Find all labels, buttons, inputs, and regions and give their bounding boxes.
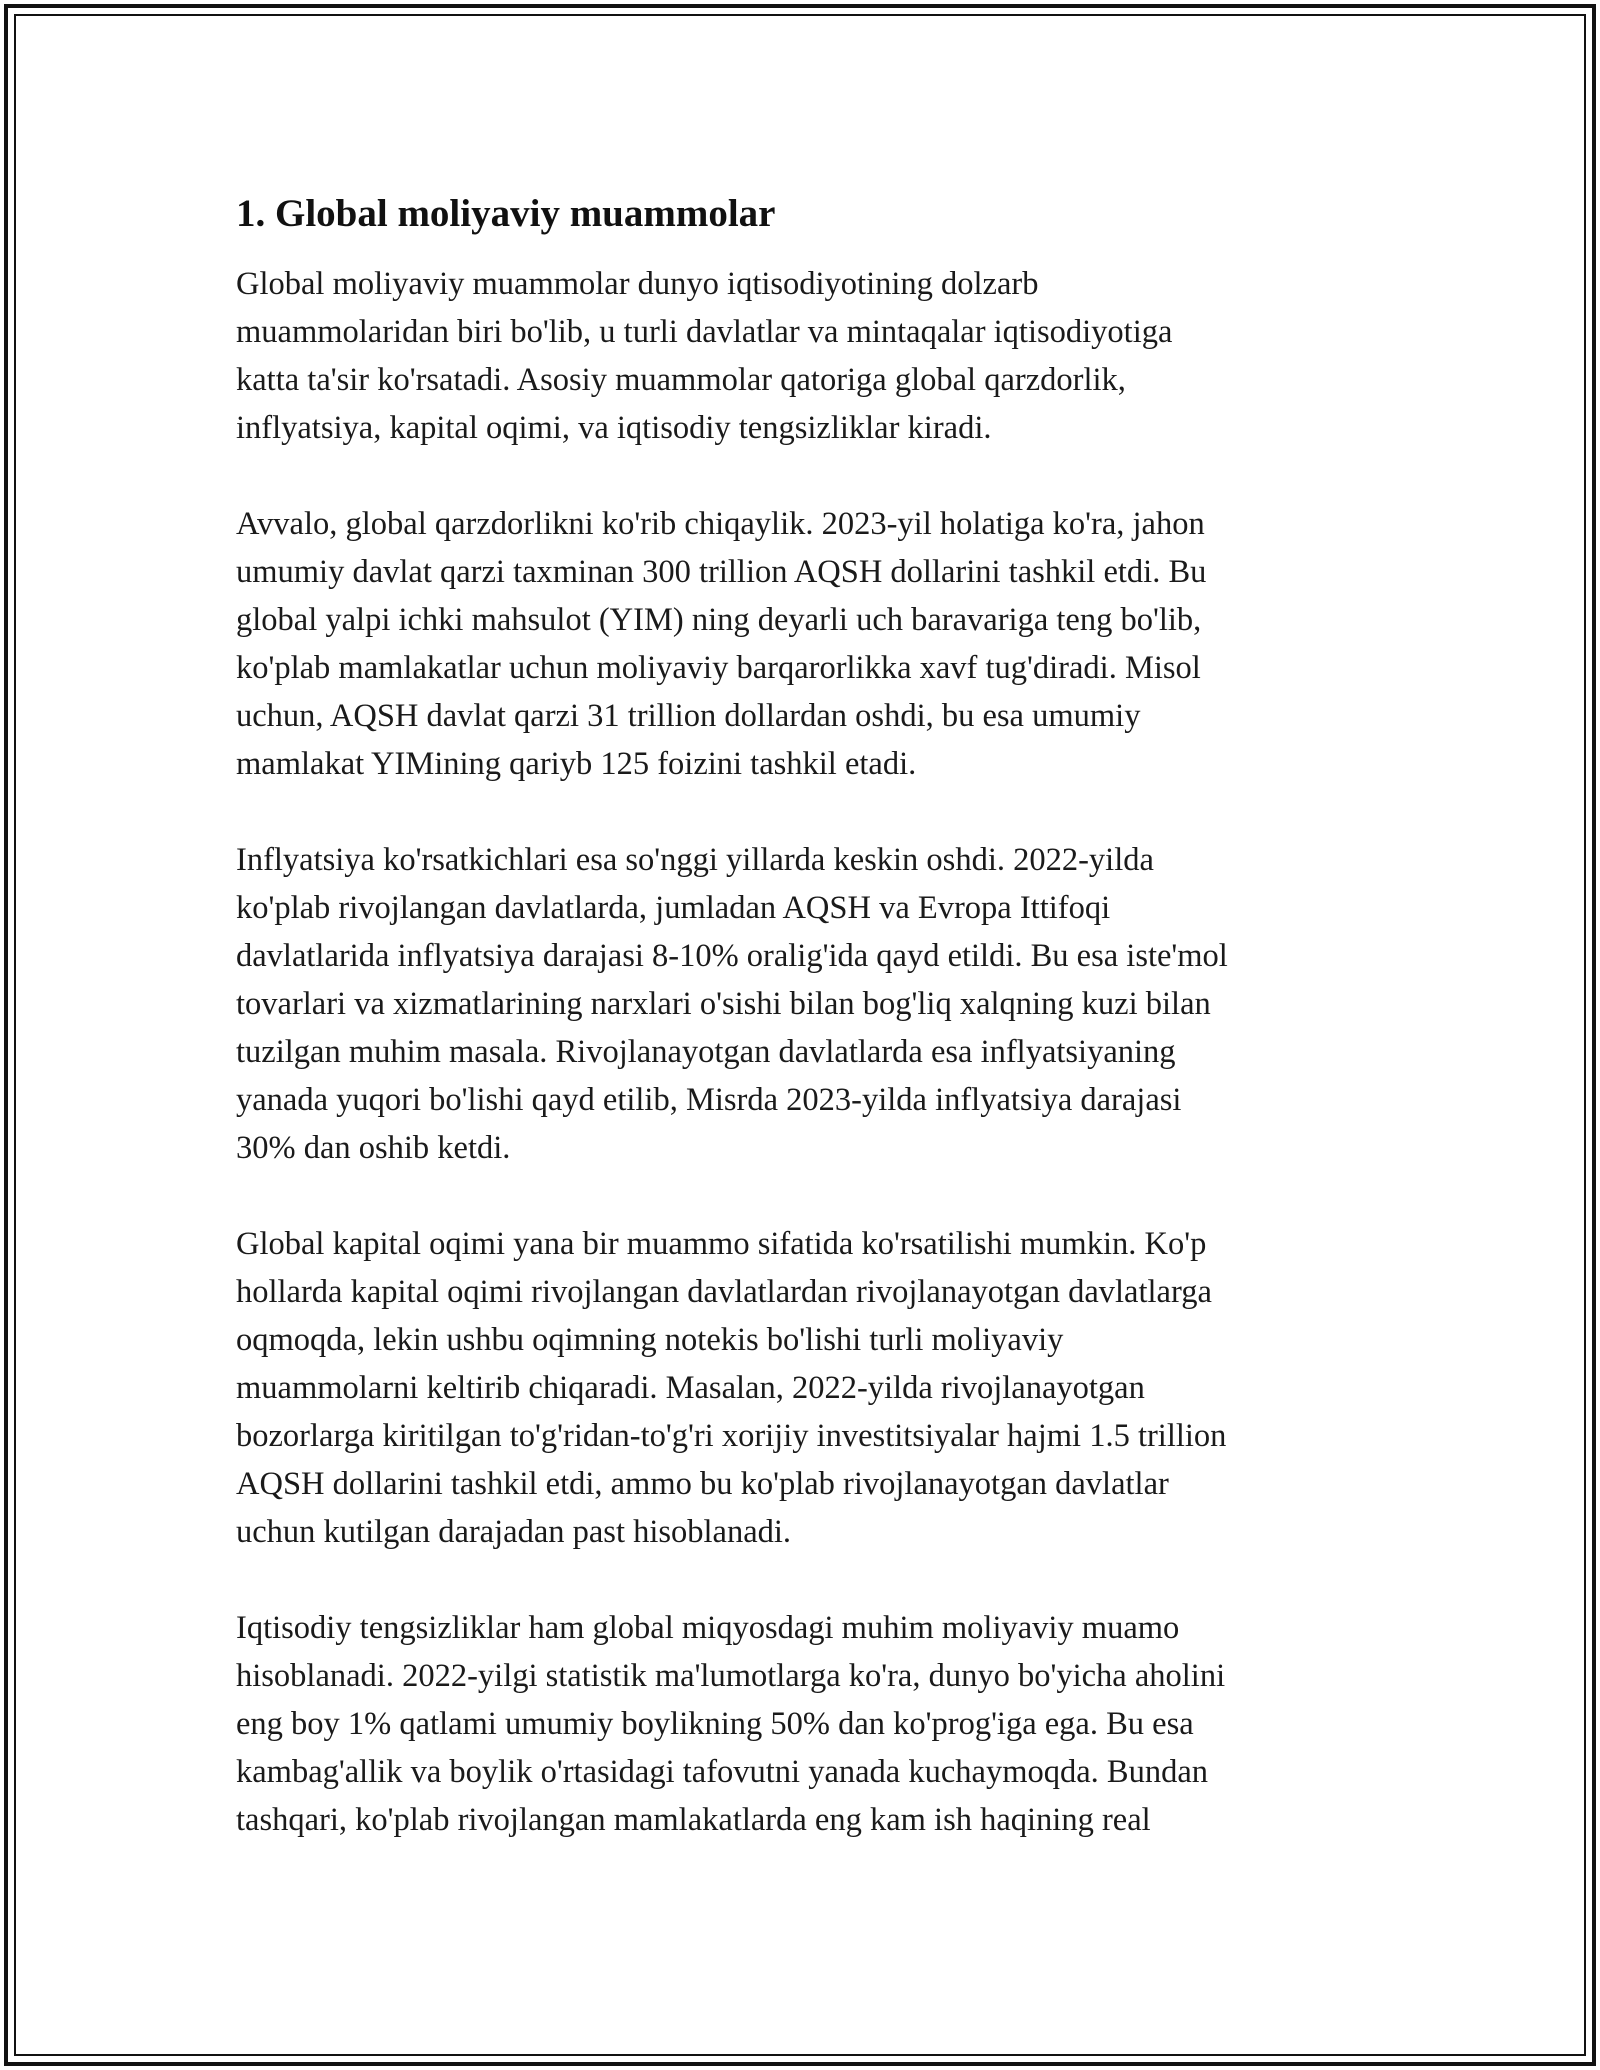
text-line: AQSH dollarini tashkil etdi, ammo bu ko'plab rivojlanayotgan davlatlar: [236, 1466, 1169, 1502]
text-line: umumiy davlat qarzi taxminan 300 trillion AQSH dollarini tashkil etdi. Bu: [236, 554, 1207, 590]
text-line: muammolaridan biri bo'lib, u turli davlatlar va mintaqalar iqtisodiyotiga: [236, 314, 1173, 350]
paragraph: [236, 836, 1366, 1172]
text-line: tovarlari va xizmatlarining narxlari o'sishi bilan bog'liq xalqning kuzi bilan: [236, 986, 1211, 1022]
text-line: yanada yuqori bo'lishi qayd etilib, Misrda 2023-yilda inflyatsiya darajasi: [236, 1082, 1182, 1118]
text-line: Inflyatsiya ko'rsatkichlari esa so'nggi yillarda keskin oshdi. 2022-yilda: [236, 842, 1154, 878]
text-line: Global kapital oqimi yana bir muammo sifatida ko'rsatilishi mumkin. Ko'p: [236, 1226, 1207, 1262]
text-line: inflyatsiya, kapital oqimi, va iqtisodiy tengsizliklar kiradi.: [236, 410, 992, 446]
text-line: tuzilgan muhim masala. Rivojlanayotgan davlatlarda esa inflyatsiyaning: [236, 1034, 1176, 1070]
text-line: mamlakat YIMining qariyb 125 foizini tashkil etadi.: [236, 746, 917, 782]
text-line: muammolarni keltirib chiqaradi. Masalan, 2022-yilda rivojlanayotgan: [236, 1370, 1145, 1406]
text-line: hollarda kapital oqimi rivojlangan davlatlardan rivojlanayotgan davlatlarga: [236, 1274, 1212, 1310]
document-body: [236, 190, 1366, 1892]
text-line: katta ta'sir ko'rsatadi. Asosiy muammolar qatoriga global qarzdorlik,: [236, 362, 1126, 398]
text-line: Global moliyaviy muammolar dunyo iqtisodiyotining dolzarb: [236, 266, 1039, 302]
paragraph: [236, 1604, 1366, 1844]
text-line: Iqtisodiy tengsizliklar ham global miqyosdagi muhim moliyaviy muamo: [236, 1610, 1180, 1646]
text-line: 30% dan oshib ketdi.: [236, 1130, 511, 1166]
text-line: eng boy 1% qatlami umumiy boylikning 50% dan ko'prog'iga ega. Bu esa: [236, 1706, 1194, 1742]
text-line: ko'plab mamlakatlar uchun moliyaviy barqarorlikka xavf tug'diradi. Misol: [236, 650, 1201, 686]
text-line: hisoblanadi. 2022-yilgi statistik ma'lumotlarga ko'ra, dunyo bo'yicha aholini: [236, 1658, 1226, 1694]
text-line: uchun, AQSH davlat qarzi 31 trillion dollardan oshdi, bu esa umumiy: [236, 698, 1141, 734]
paragraph: [236, 1220, 1366, 1556]
text-line: davlatlarida inflyatsiya darajasi 8-10% oralig'ida qayd etildi. Bu esa iste'mol: [236, 938, 1228, 974]
text-line: global yalpi ichki mahsulot (YIM) ning deyarli uch baravariga teng bo'lib,: [236, 602, 1202, 638]
text-line: oqmoqda, lekin ushbu oqimning notekis bo'lishi turli moliyaviy: [236, 1322, 1064, 1358]
paragraph: [236, 260, 1366, 452]
text-line: kambag'allik va boylik o'rtasidagi tafovutni yanada kuchaymoqda. Bundan: [236, 1754, 1209, 1790]
text-line: bozorlarga kiritilgan to'g'ridan-to'g'ri xorijiy investitsiyalar hajmi 1.5 trillion: [236, 1418, 1227, 1454]
paragraph-list: [236, 260, 1366, 1844]
text-line: Avvalo, global qarzdorlikni ko'rib chiqaylik. 2023-yil holatiga ko'ra, jahon: [236, 506, 1205, 542]
paragraph: [236, 500, 1366, 788]
text-line: ko'plab rivojlangan davlatlarda, jumladan AQSH va Evropa Ittifoqi: [236, 890, 1111, 926]
text-line: tashqari, ko'plab rivojlangan mamlakatlarda eng kam ish haqining real: [236, 1802, 1151, 1838]
text-line: uchun kutilgan darajadan past hisoblanadi.: [236, 1514, 792, 1550]
section-heading: 1. Global moliyaviy muammolar: [236, 192, 776, 235]
